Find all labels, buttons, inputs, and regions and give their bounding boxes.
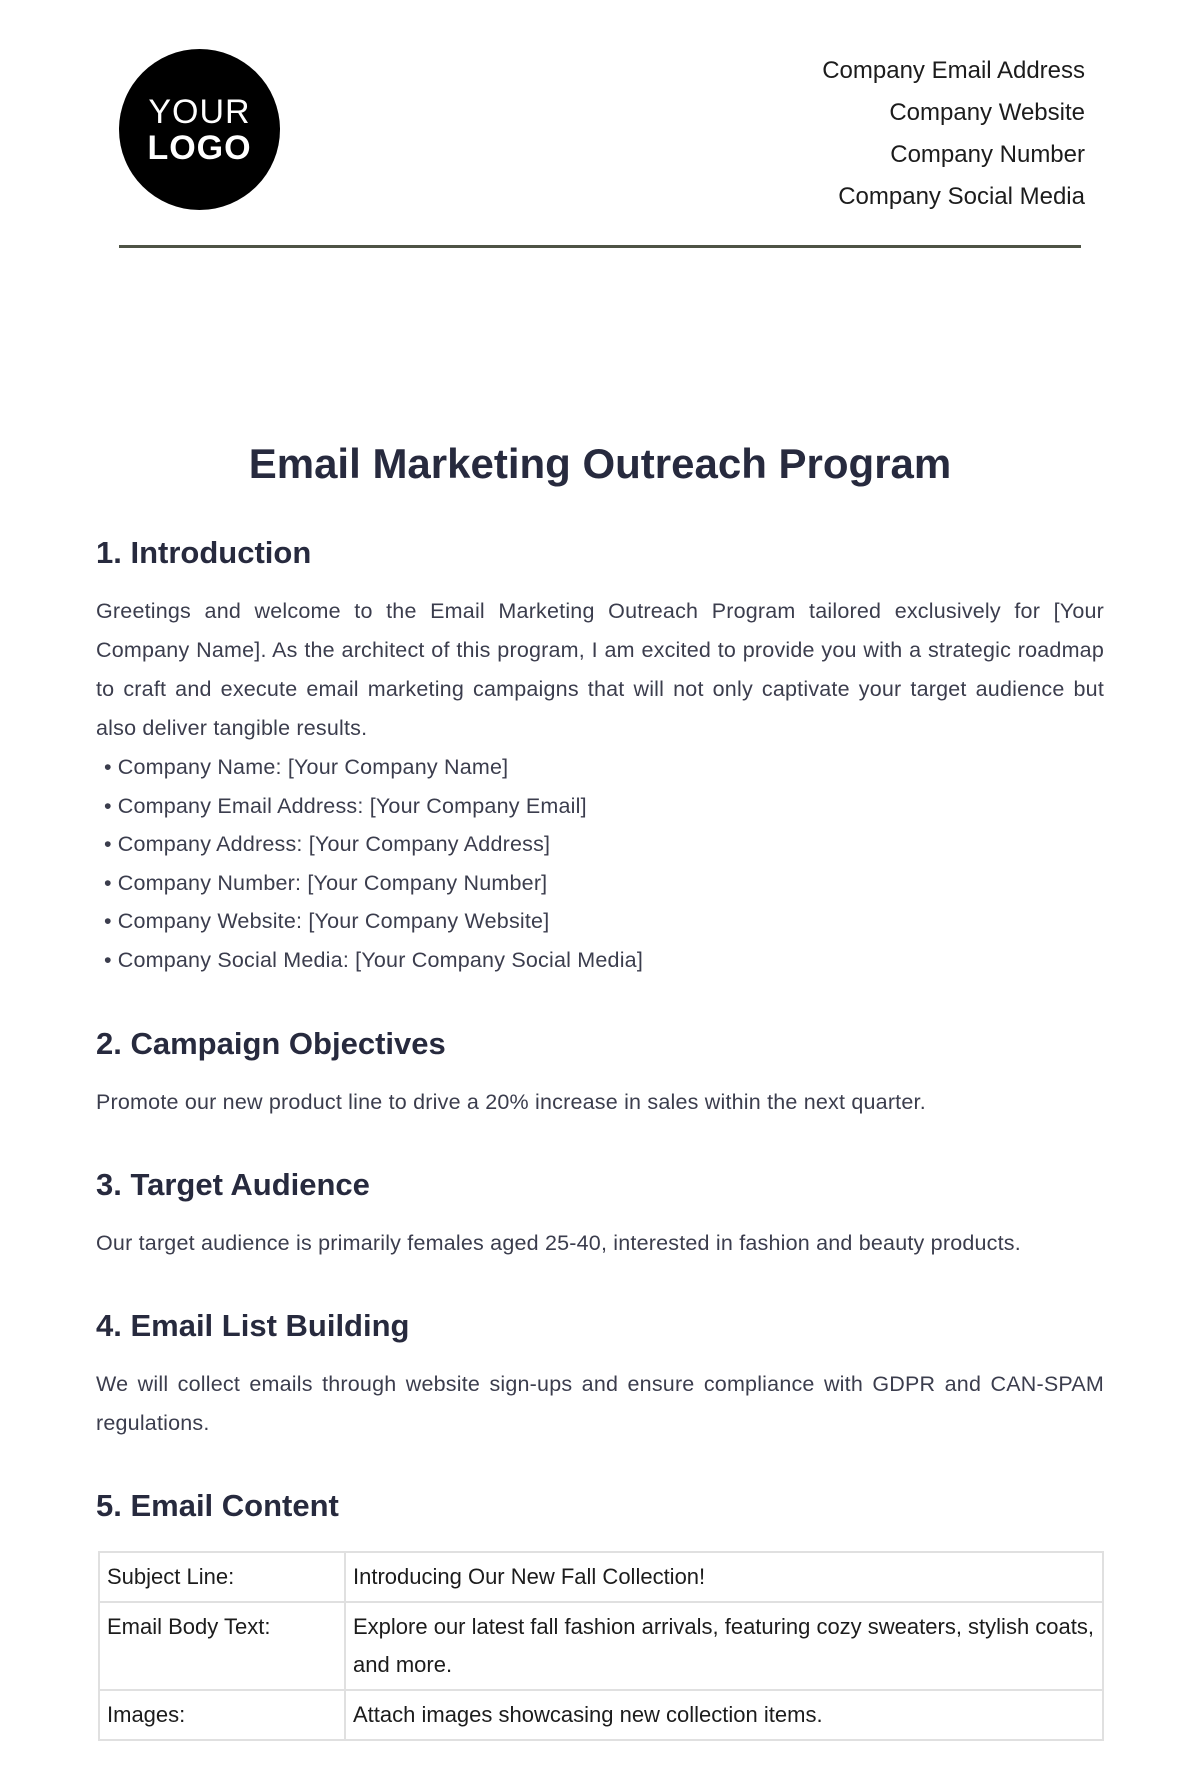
list-item: • Company Address: [Your Company Address]	[96, 825, 1104, 864]
table-row	[99, 1690, 1103, 1740]
section-heading: 1. Introduction	[96, 535, 312, 570]
contact-number: Company Number	[890, 141, 1085, 168]
table-row	[99, 1602, 1103, 1690]
section-email-list-building	[96, 1303, 1104, 1443]
company-contact-block	[822, 50, 1085, 218]
list-item: • Company Name: [Your Company Name]	[96, 748, 1104, 787]
list-item: • Company Social Media: [Your Company Social Media]	[96, 941, 1104, 980]
table-cell-value: Attach images showcasing new collection items.	[345, 1690, 1103, 1740]
table-cell-label: Images:	[99, 1690, 345, 1740]
email-content-table	[98, 1551, 1104, 1741]
list-item: • Company Website: [Your Company Website]	[96, 902, 1104, 941]
logo-text-bottom: LOGO	[147, 128, 252, 167]
table-row	[99, 1552, 1103, 1602]
logo-text-top: YOUR	[148, 92, 251, 131]
section-target-audience	[96, 1162, 1104, 1263]
contact-email: Company Email Address	[822, 57, 1085, 84]
list-item: • Company Number: [Your Company Number]	[96, 864, 1104, 903]
contact-website: Company Website	[889, 99, 1085, 126]
document-body	[96, 530, 1104, 1781]
contact-social-media: Company Social Media	[838, 183, 1085, 210]
list-item: • Company Email Address: [Your Company Email]	[96, 787, 1104, 826]
table-cell-label: Email Body Text:	[99, 1602, 345, 1690]
company-details-list	[96, 748, 1104, 979]
table-cell-label: Subject Line:	[99, 1552, 345, 1602]
section-paragraph: Our target audience is primarily females aged 25-40, interested in fashion and beauty products.	[96, 1231, 1021, 1255]
table-cell-value: Introducing Our New Fall Collection!	[345, 1552, 1103, 1602]
section-heading: 2. Campaign Objectives	[96, 1026, 446, 1061]
section-heading: 5. Email Content	[96, 1488, 339, 1523]
header-divider	[119, 245, 1081, 248]
document-title: Email Marketing Outreach Program	[248, 440, 952, 487]
section-paragraph: We will collect emails through website sign-ups and ensure compliance with GDPR and CAN-SPAM regulations.	[96, 1372, 1104, 1435]
section-email-content	[96, 1483, 1104, 1741]
section-paragraph: Promote our new product line to drive a 20% increase in sales within the next quarter.	[96, 1090, 926, 1114]
section-paragraph: Greetings and welcome to the Email Marketing Outreach Program tailored exclusively for [Your Company Name]. As the architect of this program, I am excited to provide you with a strategic roadmap to craft and execute email marketing campaigns that will not only captivate your target audience but also deliver tangible results.	[96, 599, 1104, 740]
company-logo	[119, 49, 280, 210]
section-heading: 3. Target Audience	[96, 1167, 370, 1202]
section-campaign-objectives	[96, 1021, 1104, 1122]
section-heading: 4. Email List Building	[96, 1308, 410, 1343]
section-introduction	[96, 530, 1104, 979]
table-cell-value: Explore our latest fall fashion arrivals, featuring cozy sweaters, stylish coats, and more.	[345, 1602, 1103, 1690]
